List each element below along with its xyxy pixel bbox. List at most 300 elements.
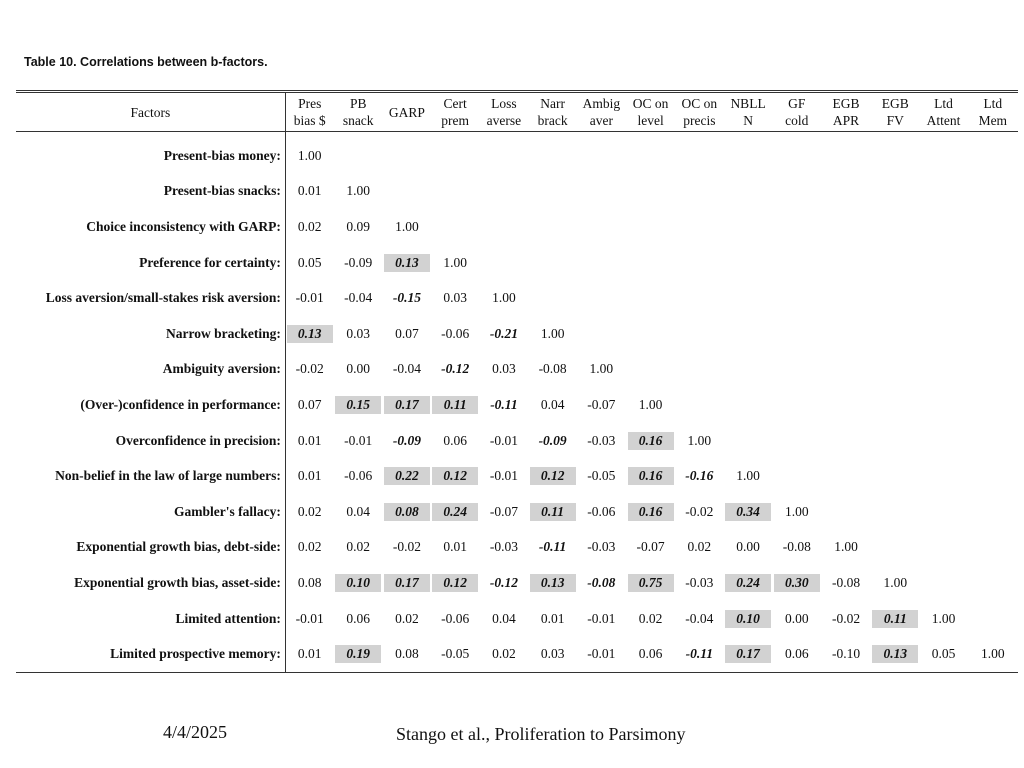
highlighted-correlation-value: 0.15 [335, 396, 381, 414]
table-cell [919, 458, 967, 494]
correlation-value: 0.02 [297, 218, 322, 234]
correlation-value: -0.01 [344, 432, 373, 448]
table-top-rule [16, 90, 1018, 93]
table-cell [675, 565, 723, 601]
table-cell [821, 280, 871, 316]
row-label: Gambler's fallacy: [16, 494, 285, 530]
table-cell [285, 352, 333, 388]
table-cell [529, 530, 577, 566]
column-header [383, 92, 431, 132]
highlighted-correlation-value: 0.11 [872, 610, 918, 628]
table-cell [285, 316, 333, 352]
correlation-value: 1.00 [784, 503, 809, 519]
table-cell [334, 209, 383, 245]
table-cell [383, 316, 431, 352]
table-cell [431, 458, 479, 494]
column-header-line1: GARP [388, 104, 425, 120]
row-label: Preference for certainty: [16, 245, 285, 281]
correlation-value: -0.11 [685, 646, 714, 662]
table-cell [479, 316, 528, 352]
column-header-line1: Ltd [983, 96, 1003, 111]
table-row [16, 174, 1018, 210]
table-cell [626, 132, 675, 174]
correlation-value: -0.02 [685, 503, 714, 519]
table-row [16, 316, 1018, 352]
table-cell [626, 423, 675, 459]
table-cell [773, 280, 821, 316]
table-cell [479, 245, 528, 281]
table-cell [529, 601, 577, 637]
correlation-value: -0.01 [587, 646, 616, 662]
table-cell [821, 316, 871, 352]
table-cell [383, 565, 431, 601]
table-cell [968, 423, 1018, 459]
table-cell [821, 387, 871, 423]
column-header [675, 92, 723, 132]
table-cell [383, 209, 431, 245]
table-cell [577, 352, 626, 388]
correlation-value: -0.04 [344, 290, 373, 306]
table-cell [626, 494, 675, 530]
table-cell [529, 352, 577, 388]
table-cell [383, 601, 431, 637]
correlation-value: -0.02 [295, 361, 324, 377]
table-cell [821, 245, 871, 281]
column-header-line1: EGB [832, 96, 860, 111]
table-cell [723, 280, 772, 316]
table-row [16, 423, 1018, 459]
table-cell [773, 530, 821, 566]
row-label: Overconfidence in precision: [16, 423, 285, 459]
table-cell [285, 458, 333, 494]
correlation-value: 1.00 [540, 325, 565, 341]
table-cell [919, 601, 967, 637]
table-cell [723, 174, 772, 210]
table-cell [285, 280, 333, 316]
column-header [334, 92, 383, 132]
table-cell [773, 387, 821, 423]
table-cell [871, 494, 919, 530]
table-cell [871, 209, 919, 245]
column-header-line1: OC on [681, 96, 718, 111]
table-cell [431, 494, 479, 530]
highlighted-correlation-value: 0.16 [628, 467, 674, 485]
correlation-value: 0.06 [638, 646, 663, 662]
header-row [16, 92, 1018, 132]
table-cell [431, 423, 479, 459]
column-header-line2: Mem [978, 113, 1008, 128]
table-cell [871, 601, 919, 637]
table-row [16, 636, 1018, 672]
table-cell [383, 423, 431, 459]
row-label: Non-belief in the law of large numbers: [16, 458, 285, 494]
table-cell [675, 280, 723, 316]
column-header-line1: Loss [491, 96, 517, 111]
table-cell [919, 245, 967, 281]
correlation-value: 0.07 [395, 325, 419, 341]
highlighted-correlation-value: 0.12 [432, 574, 478, 592]
highlighted-correlation-value: 0.13 [530, 574, 576, 592]
table-cell [968, 601, 1018, 637]
table-cell [919, 423, 967, 459]
table-cell [626, 316, 675, 352]
correlation-value: 1.00 [492, 290, 516, 306]
highlighted-correlation-value: 0.17 [725, 645, 771, 663]
table-cell [968, 530, 1018, 566]
table-cell [334, 245, 383, 281]
column-header [577, 92, 626, 132]
table-cell [773, 352, 821, 388]
correlation-value: -0.08 [587, 574, 616, 590]
correlation-value: -0.21 [489, 325, 518, 341]
correlation-value: -0.07 [587, 396, 616, 412]
row-label: Choice inconsistency with GARP: [16, 209, 285, 245]
highlighted-correlation-value: 0.19 [335, 645, 381, 663]
table-cell [431, 316, 479, 352]
column-header-line1: NBLL [730, 96, 766, 111]
footer-source: Stango et al., Proliferation to Parsimony [396, 724, 686, 744]
table-row [16, 132, 1018, 174]
correlation-value: 1.00 [443, 254, 467, 270]
correlation-value: 0.07 [297, 396, 322, 412]
table-cell [334, 132, 383, 174]
table-cell [626, 387, 675, 423]
table-cell [529, 423, 577, 459]
correlation-value: -0.01 [295, 610, 324, 626]
row-label: Loss aversion/small-stakes risk aversion: [16, 280, 285, 316]
table-row [16, 280, 1018, 316]
column-header-line2: averse [486, 113, 522, 128]
table-row [16, 245, 1018, 281]
table-cell [968, 174, 1018, 210]
table-cell [675, 316, 723, 352]
table-cell [334, 387, 383, 423]
row-label: Exponential growth bias, debt-side: [16, 530, 285, 566]
column-header [285, 92, 333, 132]
correlation-value: 0.03 [346, 325, 370, 341]
table-cell [334, 316, 383, 352]
table-cell [919, 494, 967, 530]
table-cell [285, 387, 333, 423]
highlighted-correlation-value: 0.10 [335, 574, 381, 592]
column-header-line2: N [743, 113, 753, 128]
table-cell [285, 565, 333, 601]
table-cell [821, 174, 871, 210]
correlation-value: -0.08 [538, 361, 567, 377]
correlation-value: -0.09 [538, 432, 567, 448]
table-cell [723, 387, 772, 423]
table-row [16, 601, 1018, 637]
highlighted-correlation-value: 0.17 [384, 396, 430, 414]
correlation-value: -0.03 [489, 539, 518, 555]
table-cell [773, 209, 821, 245]
column-header-line2: aver [589, 113, 613, 128]
correlation-value: 0.06 [443, 432, 467, 448]
column-header [821, 92, 871, 132]
table-cell [285, 494, 333, 530]
table-row [16, 530, 1018, 566]
correlation-value: -0.12 [441, 361, 470, 377]
table-cell [675, 636, 723, 672]
table-cell [773, 245, 821, 281]
correlation-value: 0.06 [346, 610, 370, 626]
correlation-value: 0.08 [297, 574, 322, 590]
correlation-value: -0.16 [685, 468, 714, 484]
row-label: (Over-)confidence in performance: [16, 387, 285, 423]
correlation-value: 1.00 [883, 574, 908, 590]
table-cell [626, 245, 675, 281]
table-cell [577, 530, 626, 566]
table-cell [334, 458, 383, 494]
table-cell [675, 245, 723, 281]
table-cell [479, 636, 528, 672]
table-cell [431, 245, 479, 281]
table-cell [968, 565, 1018, 601]
column-header-line2: FV [886, 113, 904, 128]
table-cell [285, 245, 333, 281]
table-cell [919, 209, 967, 245]
table-cell [723, 636, 772, 672]
table-cell [919, 280, 967, 316]
table-cell [479, 494, 528, 530]
correlation-value: -0.04 [685, 610, 714, 626]
correlation-value: 0.03 [492, 361, 516, 377]
correlation-value: -0.08 [782, 539, 811, 555]
correlation-value: -0.01 [489, 432, 518, 448]
correlation-value: 1.00 [395, 218, 419, 234]
table-cell [334, 530, 383, 566]
highlighted-correlation-value: 0.08 [384, 503, 430, 521]
table-cell [529, 132, 577, 174]
row-label: Exponential growth bias, asset-side: [16, 565, 285, 601]
table-cell [919, 636, 967, 672]
correlation-value: -0.04 [392, 361, 421, 377]
correlation-value: 0.01 [297, 468, 322, 484]
table-cell [431, 280, 479, 316]
table-cell [773, 174, 821, 210]
column-header-line2: bias $ [293, 113, 326, 128]
table-cell [479, 387, 528, 423]
correlation-value: 0.01 [297, 183, 322, 199]
table-cell [431, 530, 479, 566]
table-cell [821, 530, 871, 566]
correlation-value: 0.02 [297, 503, 322, 519]
table-cell [577, 565, 626, 601]
column-header-line1: Pres [298, 96, 322, 111]
correlation-value: -0.06 [441, 325, 470, 341]
table-cell [968, 636, 1018, 672]
correlation-value: 0.01 [297, 432, 322, 448]
highlighted-correlation-value: 0.34 [725, 503, 771, 521]
table-cell [479, 565, 528, 601]
column-header-line2: snack [342, 113, 374, 128]
table-cell [529, 316, 577, 352]
highlighted-correlation-value: 0.17 [384, 574, 430, 592]
column-header [919, 92, 967, 132]
correlation-value: 0.02 [492, 646, 516, 662]
correlation-value: -0.06 [441, 610, 470, 626]
highlighted-correlation-value: 0.13 [384, 254, 430, 272]
table-cell [334, 280, 383, 316]
column-header [479, 92, 528, 132]
table-row [16, 565, 1018, 601]
table-cell [968, 387, 1018, 423]
table-cell [871, 530, 919, 566]
table-cell [675, 530, 723, 566]
table-cell [529, 280, 577, 316]
factors-header: Factors [16, 92, 285, 132]
column-header-line2: level [637, 113, 664, 128]
table-cell [626, 174, 675, 210]
table-cell [529, 174, 577, 210]
table-cell [821, 565, 871, 601]
correlation-value: 0.00 [784, 610, 809, 626]
table-cell [626, 636, 675, 672]
correlation-value: 0.02 [395, 610, 419, 626]
table-cell [383, 280, 431, 316]
table-cell [968, 245, 1018, 281]
table-cell [968, 352, 1018, 388]
table-cell [285, 636, 333, 672]
table-cell [529, 565, 577, 601]
column-header-line1: OC on [632, 96, 669, 111]
column-header-line2: APR [832, 113, 860, 128]
table-cell [773, 565, 821, 601]
table-cell [723, 530, 772, 566]
table-cell [919, 387, 967, 423]
row-label: Limited prospective memory: [16, 636, 285, 672]
row-label: Present-bias money: [16, 132, 285, 174]
table-cell [871, 352, 919, 388]
highlighted-correlation-value: 0.16 [628, 503, 674, 521]
table-cell [723, 458, 772, 494]
table-cell [821, 132, 871, 174]
correlation-value: 0.06 [784, 646, 809, 662]
table-cell [431, 565, 479, 601]
correlation-value: -0.09 [392, 432, 421, 448]
correlation-value: -0.01 [295, 290, 324, 306]
column-header [626, 92, 675, 132]
correlation-value: -0.06 [344, 468, 373, 484]
row-label: Narrow bracketing: [16, 316, 285, 352]
table-caption: Table 10. Correlations between b-factors. [24, 55, 268, 69]
table-cell [334, 565, 383, 601]
table-cell [334, 494, 383, 530]
table-cell [871, 387, 919, 423]
highlighted-correlation-value: 0.11 [530, 503, 576, 521]
table-cell [479, 423, 528, 459]
table-cell [529, 636, 577, 672]
table-cell [871, 245, 919, 281]
table-cell [479, 352, 528, 388]
table-cell [773, 423, 821, 459]
column-header [871, 92, 919, 132]
correlation-value: -0.07 [489, 503, 518, 519]
table-cell [968, 280, 1018, 316]
table-cell [577, 174, 626, 210]
footer-date: 4/4/2025 [163, 722, 228, 742]
table-cell [431, 174, 479, 210]
table-cell [871, 636, 919, 672]
table-cell [871, 458, 919, 494]
table-cell [285, 174, 333, 210]
table-cell [723, 423, 772, 459]
correlation-value: 0.02 [346, 539, 370, 555]
table-cell [529, 494, 577, 530]
table-cell [821, 423, 871, 459]
correlation-value: -0.01 [489, 468, 518, 484]
column-header-line2: cold [785, 113, 809, 128]
correlation-value: -0.11 [490, 396, 518, 412]
column-header-line1: Cert [443, 96, 467, 111]
correlation-value: -0.07 [636, 539, 665, 555]
table-cell [479, 280, 528, 316]
table-cell [871, 132, 919, 174]
highlighted-correlation-value: 0.75 [628, 574, 674, 592]
table-cell [919, 565, 967, 601]
correlation-value: 0.01 [443, 539, 467, 555]
table-cell [529, 245, 577, 281]
highlighted-correlation-value: 0.22 [384, 467, 430, 485]
highlighted-correlation-value: 0.13 [287, 325, 333, 343]
column-header-line1: Ambig [582, 96, 621, 111]
table-cell [431, 132, 479, 174]
table-cell [626, 601, 675, 637]
correlation-value: -0.15 [392, 290, 421, 306]
table-cell [383, 245, 431, 281]
table-cell [919, 352, 967, 388]
table-cell [723, 132, 772, 174]
table-cell [285, 423, 333, 459]
highlighted-correlation-value: 0.16 [628, 432, 674, 450]
table-cell [431, 601, 479, 637]
table-cell [479, 132, 528, 174]
table-row [16, 458, 1018, 494]
table-row [16, 494, 1018, 530]
column-header-line1: GF [788, 96, 806, 111]
correlation-value: 0.04 [492, 610, 516, 626]
table-cell [968, 132, 1018, 174]
table-cell [431, 209, 479, 245]
column-header-line2: prem [441, 113, 470, 128]
table-cell [723, 494, 772, 530]
correlation-value: 1.00 [589, 361, 614, 377]
table-cell [577, 387, 626, 423]
table-cell [334, 352, 383, 388]
table-cell [919, 530, 967, 566]
correlation-value: 0.02 [638, 610, 663, 626]
correlation-value: 0.01 [540, 610, 565, 626]
table-cell [383, 458, 431, 494]
correlation-value: 1.00 [736, 468, 760, 484]
correlation-value: 0.00 [346, 361, 370, 377]
table-cell [821, 601, 871, 637]
correlation-value: -0.03 [587, 539, 616, 555]
correlation-value: 0.01 [297, 646, 322, 662]
correlation-value: -0.02 [392, 539, 421, 555]
column-header [968, 92, 1018, 132]
highlighted-correlation-value: 0.13 [872, 645, 918, 663]
table-cell [871, 316, 919, 352]
table-cell [577, 458, 626, 494]
column-header-line1: EGB [881, 96, 909, 111]
table-cell [626, 565, 675, 601]
table-cell [626, 530, 675, 566]
correlation-value: -0.03 [587, 432, 616, 448]
column-header-line1: Narr [540, 96, 565, 111]
column-header-line2: precis [683, 113, 716, 128]
column-header [773, 92, 821, 132]
